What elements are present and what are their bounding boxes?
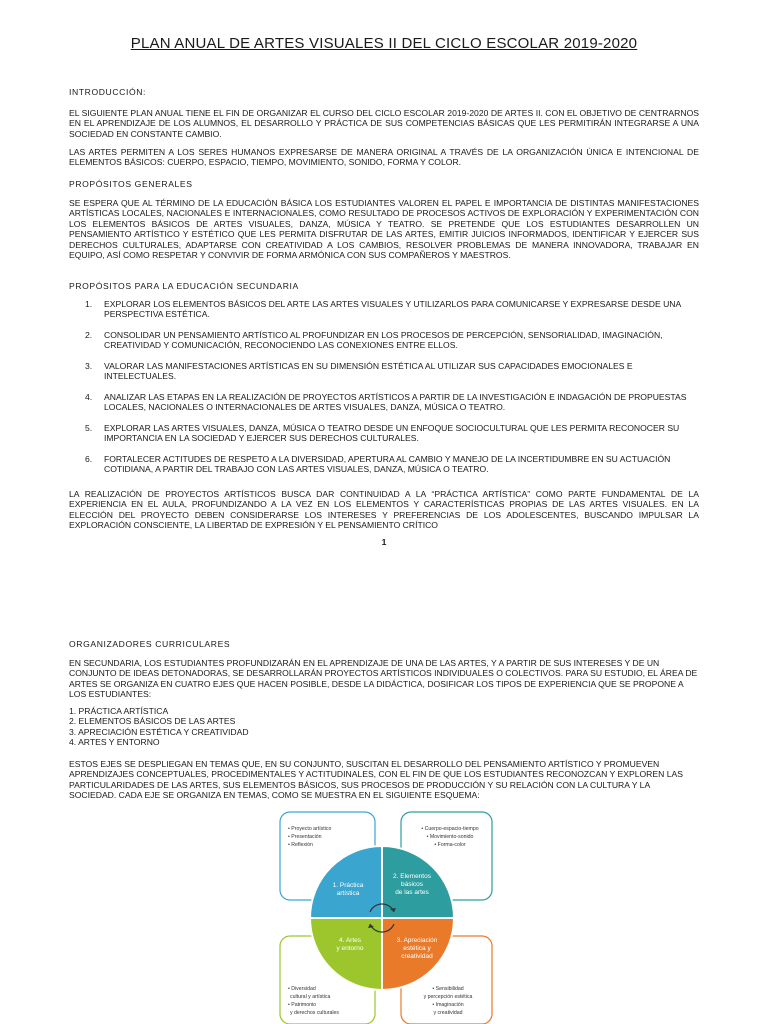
list-item-text: EXPLORAR LAS ARTES VISUALES, DANZA, MÚSICA O TEATRO DESDE UN ENFOQUE SOCIOCULTURAL QUE LES PERMITA RECONOCER SU IMPORTANCIA EN LA SOCIEDAD Y EJERCER SUS DERECHOS CULTURALES. xyxy=(104,423,680,444)
list-item-text: VALORAR LAS MANIFESTACIONES ARTÍSTICAS EN SU DIMENSIÓN ESTÉTICA AL UTILIZAR SUS CAPACIDADES EMOCIONALES E INTELECTUALES. xyxy=(104,361,633,382)
projects-paragraph: LA REALIZACIÓN DE PROYECTOS ARTÍSTICOS BUSCA DAR CONTINUIDAD A LA “PRÁCTICA ARTÍSTICA” COMO PARTE FUNDAMENTAL DE LA EXPERIENCIA EN EL AULA, PROFUNDIZANDO A LA VEZ EN LOS ELEMENTOS Y CARACTERÍSTICAS PROPIAS DE LAS ARTES VISUALES. EN LA ELECCIÓN DEL PROYECTO DEBEN CONSIDERARSE LOS INTERESES Y PREFERENCIAS DE LOS ADOLESCENTES, BUSCANDO IMPULSAR LA EXPLORACIÓN CONSCIENTE, LA LIBERTAD DE EXPRESIÓN Y EL PENSAMIENTO CRÍTICO xyxy=(69,489,699,531)
document-title: PLAN ANUAL DE ARTES VISUALES II DEL CICLO ESCOLAR 2019-2020 xyxy=(130,35,638,52)
list-item xyxy=(85,454,699,475)
curricular-organizers-heading: ORGANIZADORES CURRICULARES xyxy=(69,639,231,649)
list-item-number: 1. xyxy=(85,299,93,309)
list-item xyxy=(85,392,699,413)
list-item-number: 3. xyxy=(85,361,93,371)
list-item-number: 4. xyxy=(85,392,93,402)
list-item-text: ANALIZAR LAS ETAPAS EN LA REALIZACIÓN DE PROYECTOS ARTÍSTICOS A PARTIR DE LA INVESTIGACIÓN E INDAGACIÓN DE PROPUESTAS LOCALES, NACIONALES O INTERNACIONALES DE ARTES VISUALES, DANZA, MÚSICA O TEATRO. xyxy=(104,392,687,413)
topic-text: • Cuerpo-espacio-tiempo xyxy=(421,826,479,832)
topic-text: • Presentación xyxy=(288,834,322,840)
intro-paragraph-2: LAS ARTES PERMITEN A LOS SERES HUMANOS EXPRESARSE DE MANERA ORIGINAL A TRAVÉS DE LA ORGANIZACIÓN ÚNICA E INTENCIONAL DE ELEMENTOS BÁSICOS: CUERPO, ESPACIO, TIEMPO, MOVIMIENTO, SONIDO, FORMA Y COLOR. xyxy=(69,147,699,168)
topic-text: • Forma-color xyxy=(434,842,466,848)
topic-text: • Imaginación xyxy=(432,1002,464,1008)
page-number: 1 xyxy=(381,537,387,547)
topic-text: • Diversidad xyxy=(288,986,316,992)
secondary-purposes-heading: PROPÓSITOS PARA LA EDUCACIÓN SECUNDARIA xyxy=(69,281,299,291)
list-item-number: 2. xyxy=(85,330,93,340)
general-purposes-paragraph: SE ESPERA QUE AL TÉRMINO DE LA EDUCACIÓN BÁSICA LOS ESTUDIANTES VALOREN EL PAPEL E IMPORTANCIA DE DISTINTAS MANIFESTACIONES ARTÍSTICAS LOCALES, NACIONALES E INTERNACIONALES, COMO RESULTADO DE PROCESOS ACTIVOS DE EXPLORACIÓN Y EXPERIMENTACIÓN CON LOS ELEMENTOS BÁSICOS DE ARTES VISUALES, DANZA, MÚSICA Y TEATRO. SE PRETENDE QUE LOS ESTUDIANTES DESARROLLEN UN PENSAMIENTO ARTÍSTICO Y ESTÉTICO QUE LES PERMITA DISFRUTAR DE LAS ARTES, EMITIR JUICIOS INFORMADOS, IDENTIFICAR Y EJERCER SUS DERECHOS CULTURALES, ADAPTARSE CON CREATIVIDAD A LOS CAMBIOS, RESOLVER PROBLEMAS DE MANERA INNOVADORA, TRABAJAR EN EQUIPO, ASÍ COMO RESPETAR Y CONVIVIR DE FORMA ARMÓNICA CON SUS COMPAÑEROS Y MAESTROS. xyxy=(69,198,699,261)
list-item-text: FORTALECER ACTITUDES DE RESPETO A LA DIVERSIDAD, APERTURA AL CAMBIO Y MANEJO DE LA INCERTIDUMBRE EN SU ACTUACIÓN COTIDIANA, A PARTIR DEL TRABAJO CON LAS ARTES VISUALES, DANZA, MÚSICA O TEATRO. xyxy=(104,454,671,475)
topic-text: y percepción estética xyxy=(423,994,473,1000)
quadrant-label: creatividad xyxy=(401,953,433,960)
topic-text: • Reflexión xyxy=(288,842,313,848)
quadrant-label: artística xyxy=(336,890,360,897)
quadrant-label: de las artes xyxy=(395,889,429,896)
quadrant-label: básicos xyxy=(400,881,424,888)
list-item-number: 6. xyxy=(85,454,93,464)
list-item xyxy=(85,330,699,351)
axis-item: 4. ARTES Y ENTORNO xyxy=(69,737,160,748)
topic-text: y derechos culturales xyxy=(290,1010,340,1016)
list-item-text: CONSOLIDAR UN PENSAMIENTO ARTÍSTICO AL PROFUNDIZAR EN LOS PROCESOS DE PERCEPCIÓN, SENSORIALIDAD, IMAGINACIÓN, CREATIVIDAD Y COMUNICACIÓN, RECONOCIENDO LAS CONEXIONES ENTRE ELLOS. xyxy=(104,330,663,351)
axes-list xyxy=(69,706,249,748)
quadrant-label: 2. Elementos xyxy=(393,873,431,880)
quadrant-label: 3. Apreciación xyxy=(396,937,438,944)
intro-paragraph-1: EL SIGUIENTE PLAN ANUAL TIENE EL FIN DE ORGANIZAR EL CURSO DEL CICLO ESCOLAR 2019-2020 DE ARTES II. CON EL OBJETIVO DE CENTRARNOS EN EL APRENDIZAJE DE LOS ALUMNOS, EL DESARROLLO Y PRÁCTICA DE SUS COMPETENCIAS BÁSICAS QUE LES PERMITIRÁN INTEGRARSE A UNA SOCIEDAD EN CONSTANTE CAMBIO. xyxy=(69,108,699,139)
topic-text: cultural y artística xyxy=(290,994,331,1000)
list-item xyxy=(85,299,699,320)
axis-item: 2. ELEMENTOS BÁSICOS DE LAS ARTES xyxy=(69,716,236,727)
general-purposes-heading: PROPÓSITOS GENERALES xyxy=(69,179,193,189)
quadrant-label: y entorno xyxy=(336,945,364,952)
organizers-paragraph-1: EN SECUNDARIA, LOS ESTUDIANTES PROFUNDIZARÁN EN EL APRENDIZAJE DE UNA DE LAS ARTES, Y A PARTIR DE SUS INTERESES Y DE UN CONJUNTO DE IDEAS DETONADORAS, SE DESARROLLARÁN PROYECTOS ARTÍSTICOS INDIVIDUALES O COLECTIVOS. PARA SU ESTUDIO, EL ÁREA DE ARTES SE ORGANIZA EN CUATRO EJES QUE HACEN POSIBLE, DESDE LA DIDÁCTICA, DOSIFICAR LOS TIPOS DE EXPERIENCIA QUE SE PROPONE A LOS ESTUDIANTES: xyxy=(69,658,698,700)
axis-item: 3. APRECIACIÓN ESTÉTICA Y CREATIVIDAD xyxy=(69,726,249,737)
secondary-purposes-list xyxy=(85,299,699,485)
quadrant-label: 4. Artes xyxy=(338,937,362,944)
topic-text: • Patrimonio xyxy=(288,1002,317,1008)
topic-text: • Proyecto artístico xyxy=(288,826,332,832)
topic-text: y creatividad xyxy=(433,1010,463,1016)
topic-text: • Movimiento-sonido xyxy=(426,834,474,840)
axis-item: 1. PRÁCTICA ARTÍSTICA xyxy=(69,706,169,716)
quadrant-label: estética y xyxy=(403,945,431,952)
topic-text: • Sensibilidad xyxy=(432,986,464,992)
list-item-number: 5. xyxy=(85,423,93,433)
list-item-text: EXPLORAR LOS ELEMENTOS BÁSICOS DEL ARTE LAS ARTES VISUALES Y UTILIZARLOS PARA COMUNICARSE Y EXPRESARSE DESDE UNA PERSPECTIVA ESTÉTICA. xyxy=(104,299,681,320)
organizers-paragraph-2: ESTOS EJES SE DESPLIEGAN EN TEMAS QUE, EN SU CONJUNTO, SUSCITAN EL DESARROLLO DEL PENSAMIENTO ARTÍSTICO Y PROMUEVEN APRENDIZAJES CONCEPTUALES, PROCEDIMENTALES Y ACTITUDINALES, CON EL FIN DE QUE LOS ESTUDIANTES RECONOZCAN Y EXPLOREN LAS PARTICULARIDADES DE LAS ARTES, SUS ELEMENTOS BÁSICOS, SUS PROCESOS DE PRODUCCIÓN Y SU RELACIÓN CON LA CULTURA Y LA SOCIEDAD. CADA EJE SE ORGANIZA EN TEMAS, COMO SE MUESTRA EN EL SIGUIENTE ESQUEMA: xyxy=(69,759,683,801)
list-item xyxy=(85,361,699,382)
intro-heading: INTRODUCCIÓN: xyxy=(69,87,147,97)
list-item xyxy=(85,423,699,444)
axes-diagram xyxy=(276,808,494,1024)
quadrant-label: 1. Práctica xyxy=(332,882,364,889)
